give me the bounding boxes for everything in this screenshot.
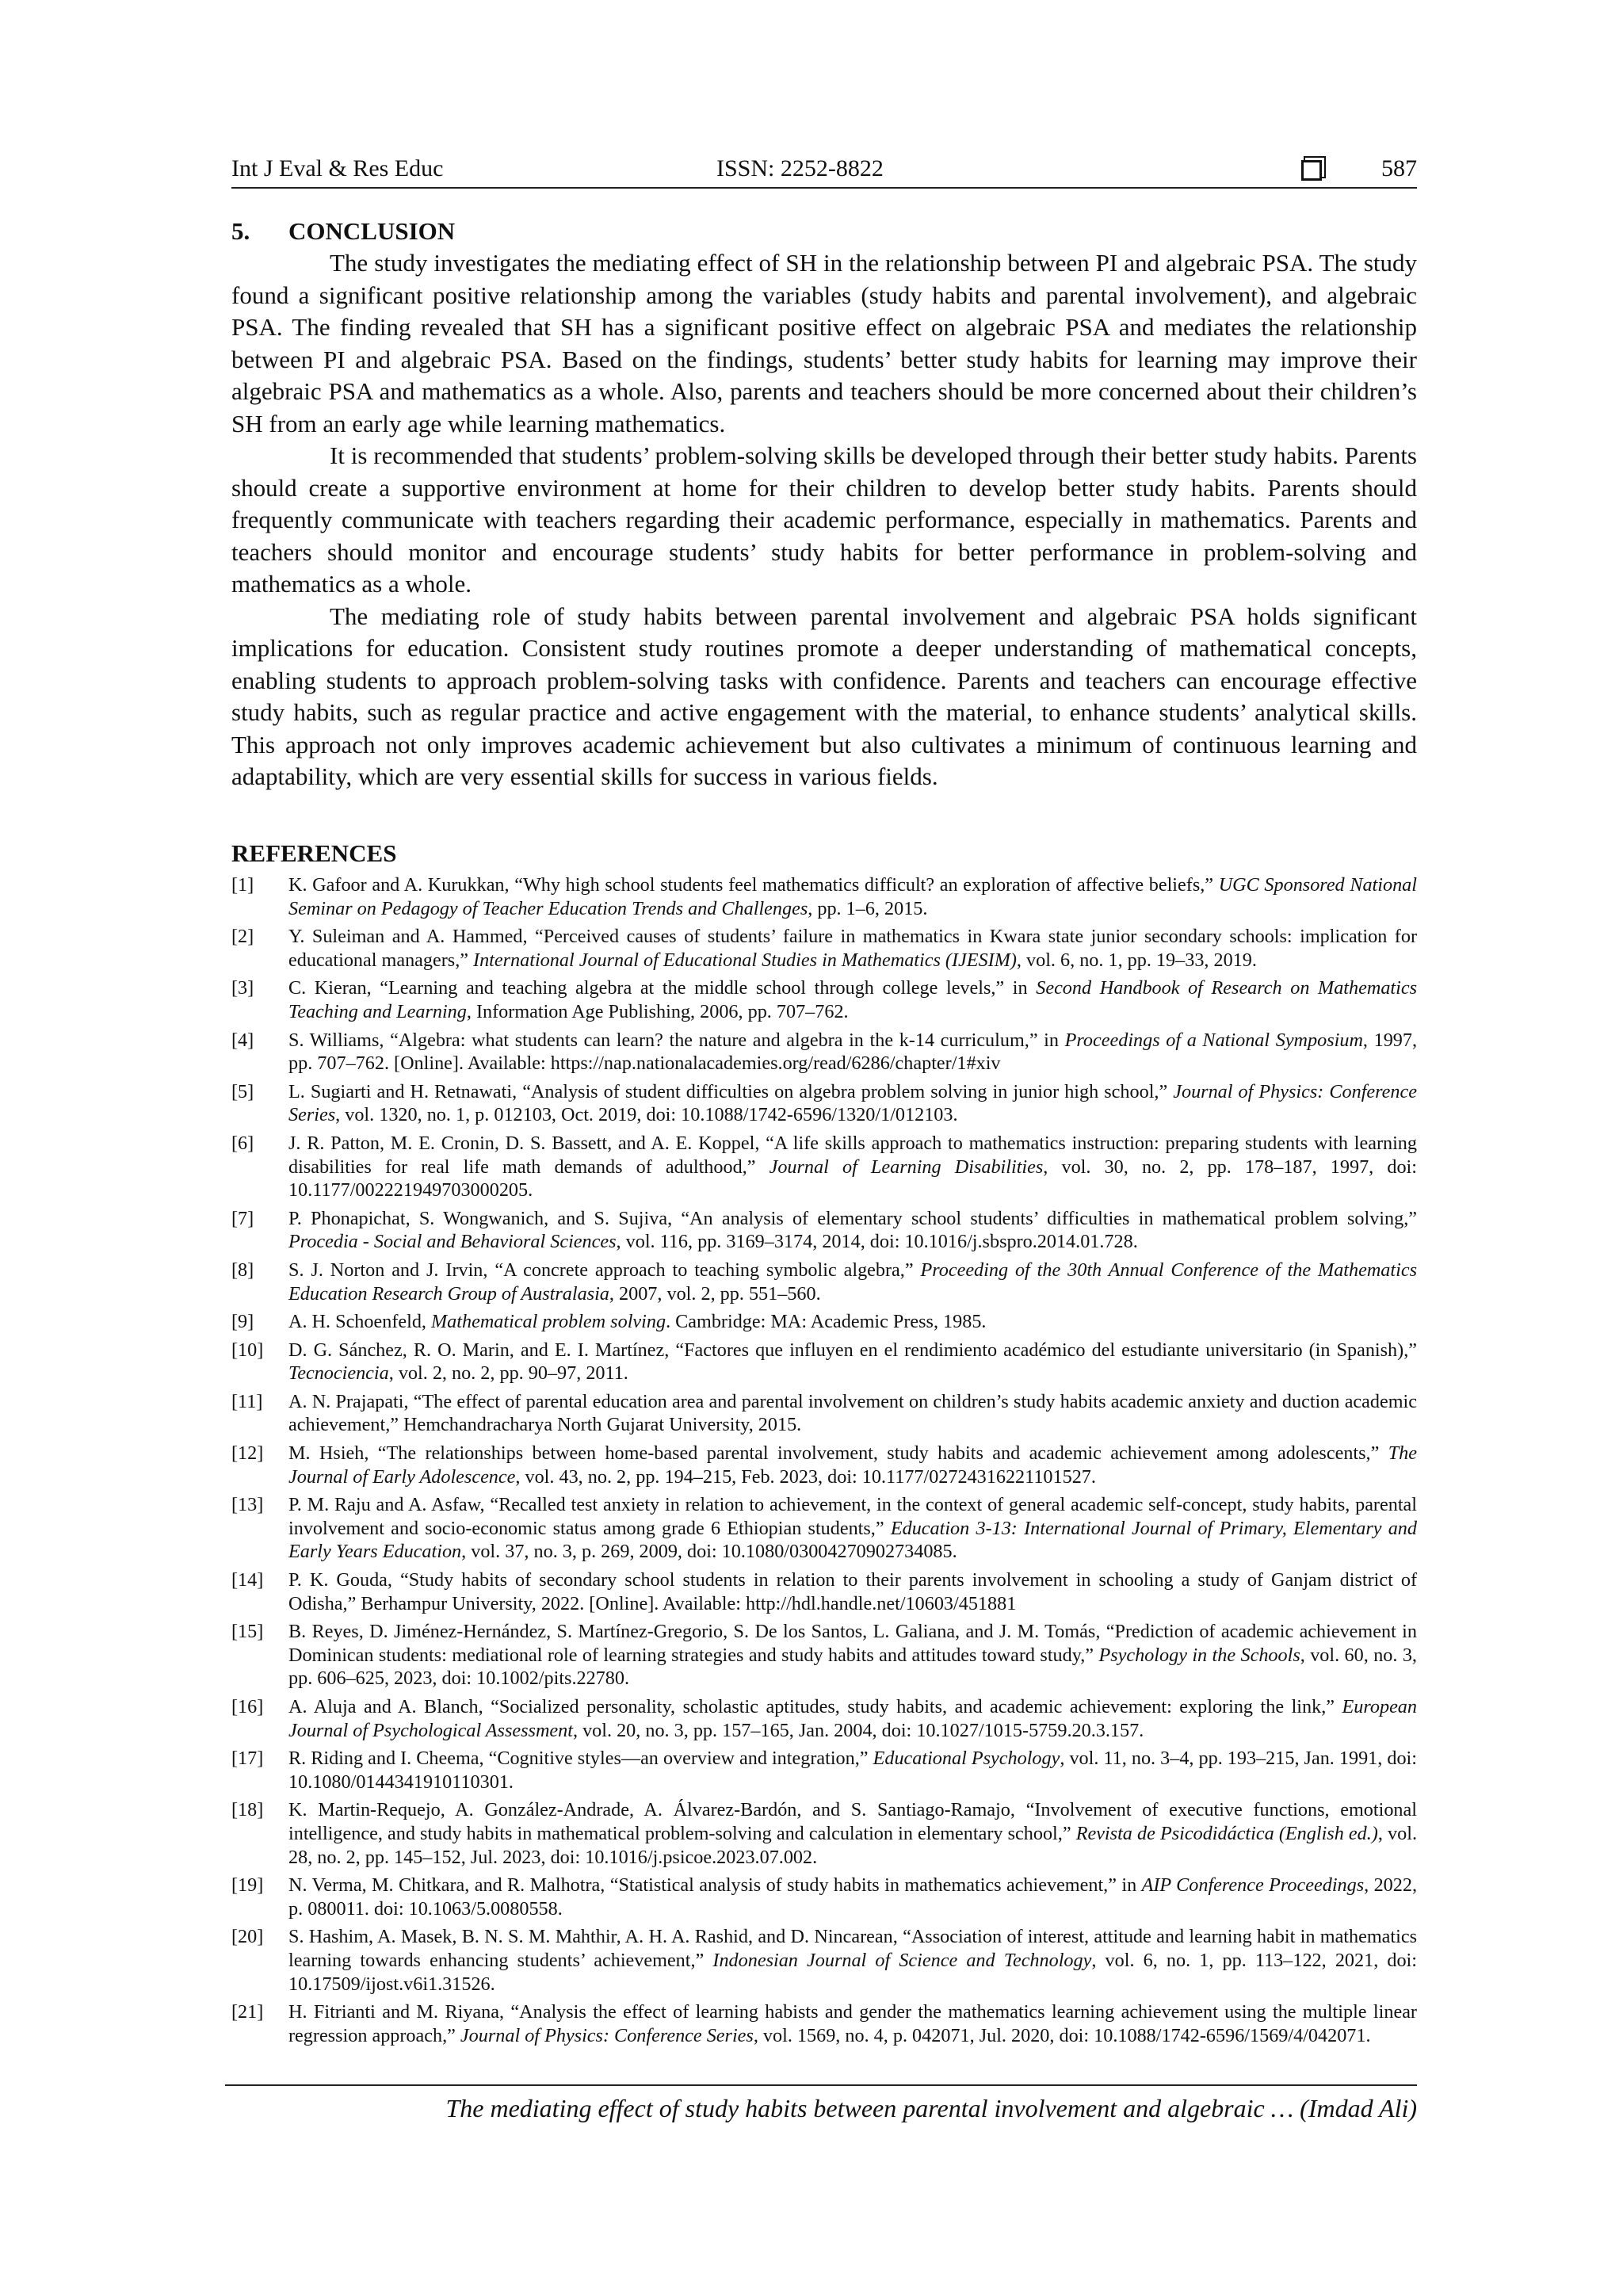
reference-item (231, 925, 1417, 972)
reference-source: Psychology in the Schools (1098, 1644, 1300, 1666)
reference-item (231, 1695, 1417, 1742)
reference-source: Indonesian Journal of Science and Technology (712, 1949, 1092, 1971)
reference-number: [12] (231, 1442, 264, 1465)
reference-text: , vol. 28, no. 2, pp. 145–152, Jul. 2023, doi: 10.1016/j.psicoe.2023.07.002. (288, 1822, 1417, 1868)
reference-number: [18] (231, 1799, 264, 1821)
reference-text: , vol. 20, no. 3, pp. 157–165, Jan. 2004, doi: 10.1027/1015-5759.20.3.157. (572, 1719, 1144, 1741)
reference-text: B. Reyes, D. Jiménez-Hernández, S. Martínez-Gregorio, S. De los Santos, L. Galiana, and J. M. Tomás, “Prediction of academic achievement in Dominican students: mediational role of learning strategies and study habits and attitudes toward study,” (288, 1621, 1417, 1666)
reference-item (231, 1029, 1417, 1075)
reference-text: A. H. Schoenfeld, (288, 1311, 432, 1333)
reference-text: M. Hsieh, “The relationships between home-based parental involvement, study habits and academic achievement among adolescents,” (288, 1442, 1388, 1465)
reference-text: , vol. 60, no. 3, pp. 606–625, 2023, doi: 10.1002/pits.22780. (288, 1644, 1417, 1690)
reference-source: UGC Sponsored National Seminar on Pedagogy of Teacher Education Trends and Challenges (288, 874, 1417, 919)
journal-name: Int J Eval & Res Educ (231, 155, 444, 181)
paragraph: The mediating role of study habits between parental involvement and algebraic PSA holds significant implications for education. Consistent study routines promote a deeper understanding of mathematical concepts, enabling students to approach problem-solving tasks with confidence. Parents and teachers can encourage effective study habits, such as regular practice and active engagement with the material, to enhance students’ analytical skills. This approach not only improves academic achievement but also cultivates a minimum of continuous learning and adaptability, which are very essential skills for success in various fields. (231, 602, 1417, 790)
reference-number: [13] (231, 1494, 264, 1516)
reference-text: C. Kieran, “Learning and teaching algebra at the middle school through college levels,” in (288, 977, 1037, 999)
reference-source: AIP Conference Proceedings (1141, 1874, 1365, 1897)
reference-item (231, 1339, 1417, 1385)
reference-source: Revista de Psicodidáctica (English ed.) (1075, 1822, 1378, 1844)
reference-source: Proceeding of the 30th Annual Conference of the Mathematics Education Research Group of Australasia (288, 1259, 1417, 1305)
reference-text: D. G. Sánchez, R. O. Marin, and E. I. Martínez, “Factores que influyen en el rendimiento académico del estudiante universitario (in Spanish),” (288, 1339, 1417, 1361)
reference-source: Journal of Learning Disabilities (769, 1156, 1044, 1178)
reference-text: Y. Suleiman and A. Hammed, “Perceived causes of students’ failure in mathematics in Kwara state junior secondary schools: implication for educational managers,” (288, 926, 1417, 971)
reference-text: K. Gafoor and A. Kurukkan, “Why high school students feel mathematics difficult? an exploration of affective beliefs,” (288, 874, 1219, 896)
reference-text: , vol. 6, no. 1, pp. 113–122, 2021, doi: 10.17509/ijost.v6i1.31526. (288, 1949, 1417, 1995)
reference-number: [6] (231, 1132, 254, 1154)
reference-text: . Cambridge: MA: Academic Press, 1985. (666, 1311, 987, 1333)
reference-number: [21] (231, 2001, 264, 2023)
reference-number: [20] (231, 1926, 264, 1948)
reference-text: P. M. Raju and A. Asfaw, “Recalled test anxiety in relation to achievement, in the context of general academic self-concept, study habits, parental involvement and socio-economic status among grade 6 Ethiopian students,” (288, 1494, 1417, 1539)
reference-text: , vol. 43, no. 2, pp. 194–215, Feb. 2023, doi: 10.1177/02724316221101527. (515, 1465, 1096, 1488)
reference-text: A. Aluja and A. Blanch, “Socialized personality, scholastic aptitudes, study habits, and academic achievement: exploring the link,” (288, 1696, 1342, 1717)
reference-text: , 2022, p. 080011. doi: 10.1063/5.0080558. (288, 1874, 1418, 1920)
reference-source: Journal of Physics: Conference Series (288, 1080, 1417, 1126)
reference-source: Procedia - Social and Behavioral Sciences (288, 1231, 617, 1253)
reference-number: [17] (231, 1748, 264, 1770)
reference-item (231, 1568, 1417, 1615)
reference-text: , vol. 1320, no. 1, p. 012103, Oct. 2019, doi: 10.1088/1742-6596/1320/1/012103. (335, 1104, 958, 1126)
reference-number: [14] (231, 1569, 264, 1591)
reference-text: P. Phonapichat, S. Wongwanich, and S. Sujiva, “An analysis of elementary school students’ difficulties in mathematical problem solving,” (288, 1207, 1417, 1229)
reference-number: [3] (231, 977, 254, 999)
reference-number: [19] (231, 1874, 264, 1897)
running-header (231, 155, 1417, 189)
reference-item (231, 1874, 1417, 1920)
reference-item (231, 1080, 1417, 1127)
section-number: 5. (231, 217, 250, 245)
reference-source: Educational Psychology (873, 1748, 1060, 1770)
reference-text: , vol. 116, pp. 3169–3174, 2014, doi: 10.1016/j.sbspro.2014.01.728. (616, 1231, 1138, 1253)
reference-number: [2] (231, 926, 254, 948)
reference-text: , vol. 11, no. 3–4, pp. 193–215, Jan. 1991, doi: 10.1080/0144341910110301. (288, 1748, 1417, 1793)
reference-source: European Journal of Psychological Assessment (288, 1696, 1417, 1741)
reference-source: International Journal of Educational Studies in Mathematics (IJESIM) (473, 949, 1017, 971)
checkbox-icon (1301, 160, 1322, 181)
references-section (231, 839, 1417, 2052)
references-heading: REFERENCES (231, 839, 397, 867)
reference-source: Second Handbook of Research on Mathematics Teaching and Learning (288, 977, 1417, 1022)
reference-text: H. Fitrianti and M. Riyana, “Analysis the effect of learning habists and gender the mathematics learning achievement using the multiple linear regression approach,” (288, 2001, 1417, 2046)
footer-text: The mediating effect of study habits between parental involvement and algebraic … (Imdad Ali) (445, 2094, 1417, 2122)
reference-item (231, 1390, 1417, 1437)
reference-item (231, 1442, 1417, 1488)
reference-text: K. Martin-Requejo, A. González-Andrade, A. Álvarez-Bardón, and S. Santiago-Ramajo, “Involvement of executive functions, emotional intelligence, and study habits in mathematical problem-solving and calculation in elementary school,” (288, 1799, 1417, 1844)
running-footer (225, 2084, 1417, 2123)
reference-text: , vol. 6, no. 1, pp. 19–33, 2019. (1016, 949, 1257, 971)
reference-item (231, 1207, 1417, 1254)
issn: ISSN: 2252-8822 (716, 155, 884, 181)
reference-text: L. Sugiarti and H. Retnawati, “Analysis of student difficulties on algebra problem solving in junior high school,” (288, 1080, 1174, 1102)
reference-item (231, 1310, 1417, 1334)
reference-number: [4] (231, 1029, 254, 1051)
paragraph: It is recommended that students’ problem-solving skills be developed through their better study habits. Parents should create a supportive environment at home for their children to develop better study habits. Parents should frequently communicate with teachers regarding their academic performance, especially in mathematics. Parents and teachers should monitor and encourage students’ study habits for better performance in problem-solving and mathematics as a whole. (231, 441, 1417, 598)
reference-text: , vol. 30, no. 2, pp. 178–187, 1997, doi: 10.1177/002221949703000205. (288, 1156, 1417, 1201)
reference-text: A. N. Prajapati, “The effect of parental education area and parental involvement on children’s study habits academic anxiety and duction academic achievement,” Hemchandracharya North Gujarat University, 2015. (288, 1390, 1417, 1436)
reference-number: [16] (231, 1696, 264, 1717)
reference-text: , 1997, pp. 707–762. [Online]. Available: https://nap.nationalacademies.org/read/6286/chapter/1#xiv (288, 1029, 1418, 1075)
reference-item (231, 873, 1417, 920)
reference-number: [1] (231, 874, 254, 896)
reference-number: [15] (231, 1621, 264, 1643)
reference-text: , pp. 1–6, 2015. (808, 897, 928, 919)
page-number: 587 (1381, 155, 1417, 181)
reference-text: , vol. 1569, no. 4, p. 042071, Jul. 2020, doi: 10.1088/1742-6596/1569/4/042071. (753, 2024, 1371, 2046)
reference-text: , Information Age Publishing, 2006, pp. 707–762. (466, 1000, 849, 1022)
conclusion-section (231, 216, 1417, 793)
reference-list (231, 873, 1417, 2047)
reference-item (231, 1132, 1417, 1202)
paragraph: The study investigates the mediating effect of SH in the relationship between PI and algebraic PSA. The study found a significant positive relationship among the variables (study habits and parental involvement), and algebraic PSA. The finding revealed that SH has a significant positive effect on algebraic PSA and mediates the relationship between PI and algebraic PSA. Based on the findings, students’ better study habits for learning may improve their algebraic PSA and mathematics as a whole. Also, parents and teachers should be more concerned about their children’s SH from an early age while learning mathematics. (231, 249, 1417, 437)
reference-text: J. R. Patton, M. E. Cronin, D. S. Bassett, and A. E. Koppel, “A life skills approach to mathematics instruction: preparing students with learning disabilities for real life math demands of adulthood,” (288, 1132, 1417, 1178)
reference-number: [8] (231, 1259, 254, 1281)
reference-text: S. Hashim, A. Masek, B. N. S. M. Mahthir, A. H. A. Rashid, and D. Nincarean, “Association of interest, attitude and learning habit in mathematics learning towards enhancing students’ achievement,” (288, 1926, 1417, 1971)
reference-text: S. Williams, “Algebra: what students can learn? the nature and algebra in the k-14 curriculum,” in (288, 1029, 1065, 1051)
reference-text: , 2007, vol. 2, pp. 551–560. (609, 1282, 821, 1305)
reference-source: Education 3-13: International Journal of Primary, Elementary and Early Years Education (288, 1517, 1417, 1563)
reference-item (231, 976, 1417, 1023)
reference-item (231, 1259, 1417, 1305)
reference-number: [5] (231, 1080, 254, 1102)
section-heading (231, 216, 1417, 247)
reference-item (231, 1925, 1417, 1996)
section-title: CONCLUSION (288, 217, 456, 245)
reference-source: Proceedings of a National Symposium (1064, 1029, 1363, 1051)
reference-text: P. K. Gouda, “Study habits of secondary school students in relation to their parents involvement in schooling a study of Ganjam district of Odisha,” Berhampur University, 2022. [Online]. Available: http://hdl.handle.net/10603/451881 (288, 1569, 1417, 1614)
reference-item (231, 1620, 1417, 1690)
reference-text: N. Verma, M. Chitkara, and R. Malhotra, “Statistical analysis of study habits in mathematics achievement,” in (288, 1874, 1142, 1897)
reference-text: , vol. 37, no. 3, p. 269, 2009, doi: 10.1080/03004270902734085. (461, 1541, 957, 1563)
reference-source: Mathematical problem solving (431, 1311, 666, 1333)
reference-number: [11] (231, 1390, 263, 1412)
reference-number: [7] (231, 1207, 254, 1229)
reference-number: [10] (231, 1339, 264, 1361)
reference-item (231, 1747, 1417, 1794)
reference-number: [9] (231, 1311, 254, 1333)
reference-item (231, 2000, 1417, 2047)
reference-source: The Journal of Early Adolescence (288, 1442, 1417, 1488)
reference-item (231, 1493, 1417, 1564)
reference-text: , vol. 2, no. 2, pp. 90–97, 2011. (388, 1362, 628, 1385)
reference-source: Tecnociencia (288, 1362, 389, 1385)
reference-item (231, 1798, 1417, 1869)
reference-text: S. J. Norton and J. Irvin, “A concrete approach to teaching symbolic algebra,” (288, 1259, 921, 1281)
reference-text: R. Riding and I. Cheema, “Cognitive styles—an overview and integration,” (288, 1748, 873, 1770)
reference-source: Journal of Physics: Conference Series (460, 2024, 754, 2046)
